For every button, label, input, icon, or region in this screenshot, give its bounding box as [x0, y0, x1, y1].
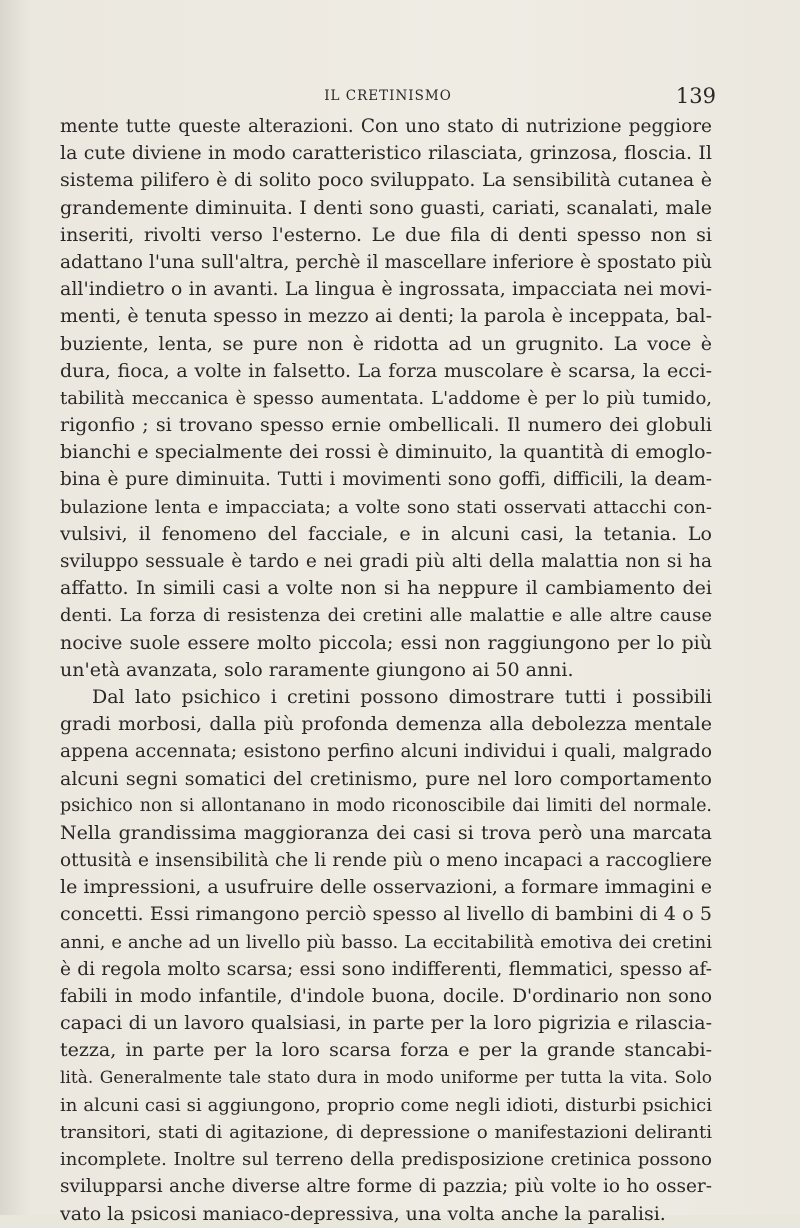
text-line: bianchi e specialmente dei rossi è diminuito, la quantità di emoglo-: [60, 441, 712, 464]
text-line: inseriti, rivolti verso l'esterno. Le due fila di denti spesso non si: [60, 223, 712, 246]
text-line: menti, è tenuta spesso in mezzo ai denti; la parola è inceppata, bal-: [60, 305, 712, 328]
page-header: [60, 84, 716, 108]
text-line: mente tutte queste alterazioni. Con uno stato di nutrizione peggiore: [60, 116, 712, 137]
text-line: bulazione lenta e impacciata; a volte sono stati osservati attacchi con-: [60, 496, 712, 518]
text-line: grandemente diminuita. I denti sono guasti, cariati, scanalati, male: [60, 196, 712, 219]
text-line: transitori, stati di agitazione, di depressione o manifestazioni deliranti: [60, 1121, 712, 1143]
text-line: in alcuni casi si aggiungono, proprio come negli idioti, disturbi psichici: [60, 1094, 712, 1116]
text-line: affatto. In simili casi a volte non si ha neppure il cambiamento dei: [60, 577, 712, 600]
text-line: fabili in modo infantile, d'indole buona, docile. D'ordinario non sono: [60, 986, 712, 1007]
text-line: alcuni segni somatici del cretinismo, pure nel loro comportamento: [60, 767, 712, 790]
text-line: svilupparsi anche diverse altre forme di pazzia; più volte io ho osser-: [60, 1176, 712, 1198]
text-line: bina è pure diminuita. Tutti i movimenti sono goffi, difficili, la deam-: [60, 469, 712, 491]
page-number: 139: [675, 84, 716, 108]
body-text: [60, 113, 712, 1228]
text-line: ottusità e insensibilità che li rende più o meno incapaci a raccogliere: [60, 850, 712, 872]
text-line: è di regola molto scarsa; essi sono indifferenti, flemmatici, spesso af-: [60, 958, 712, 980]
text-line: appena accennata; esistono perfino alcuni individui i quali, malgrado: [60, 741, 712, 763]
text-line: Nella grandissima maggioranza dei casi si trova però una marcata: [60, 821, 712, 844]
text-line: vulsivi, il fenomeno del facciale, e in alcuni casi, la tetania. Lo: [60, 522, 712, 545]
text-line: un'età avanzata, solo raramente giungono ai 50 anni.: [60, 658, 574, 681]
text-line: le impressioni, a usufruire delle osservazioni, a formare immagini e: [60, 876, 712, 899]
text-line: anni, e anche ad un livello più basso. La eccitabilità emotiva dei cretini: [60, 931, 712, 953]
text-line: tabilità meccanica è spesso aumentata. L'addome è per lo più tumido,: [60, 387, 712, 409]
text-line: dura, fioca, a volte in falsetto. La forza muscolare è scarsa, la ecci-: [60, 359, 712, 382]
text-line: concetti. Essi rimangono perciò spesso al livello di bambini di 4 o 5: [60, 903, 712, 926]
text-line: all'indietro o in avanti. La lingua è ingrossata, impacciata nei movi-: [60, 278, 712, 301]
text-line: incomplete. Inoltre sul terreno della predisposizione cretinica possono: [60, 1149, 712, 1171]
text-line: capaci di un lavoro qualsiasi, in parte per la loro pigrizia e rilascia-: [60, 1012, 712, 1035]
text-line: la cute diviene in modo caratteristico rilasciata, grinzosa, floscia. Il: [60, 142, 712, 165]
text-line: nocive suole essere molto piccola; essi non raggiungono per lo più: [60, 631, 712, 654]
text-line: adattano l'una sull'altra, perchè il mascellare inferiore è spostato più: [60, 251, 712, 273]
paragraph-start-line: Dal lato psichico i cretini possono dimostrare tutti i possibili: [92, 685, 712, 708]
text-line: denti. La forza di resistenza dei cretini alle malattie e alle altre cause: [60, 605, 712, 627]
text-line: sistema pilifero è di solito poco sviluppato. La sensibilità cutanea è: [60, 169, 712, 192]
text-line: gradi morbosi, dalla più profonda demenza alla debolezza mentale: [60, 713, 712, 736]
text-line: vato la psicosi maniaco-depressiva, una volta anche la paralisi.: [60, 1202, 666, 1225]
text-line: sviluppo sessuale è tardo e nei gradi più alti della malattia non si ha: [60, 551, 712, 572]
text-line: tezza, in parte per la loro scarsa forza e per la grande stancabi-: [60, 1039, 712, 1062]
running-title: IL CRETINISMO: [324, 88, 452, 104]
text-line: buziente, lenta, se pure non è ridotta ad un grugnito. La voce è: [60, 332, 712, 355]
text-line: rigonfio ; si trovano spesso ernie ombellicali. Il numero dei globuli: [60, 414, 712, 437]
text-line: psichico non si allontanano in modo riconoscibile dai limiti del normale.: [60, 795, 712, 816]
text-line: lità. Generalmente tale stato dura in modo uniforme per tutta la vita. Solo: [60, 1067, 712, 1088]
